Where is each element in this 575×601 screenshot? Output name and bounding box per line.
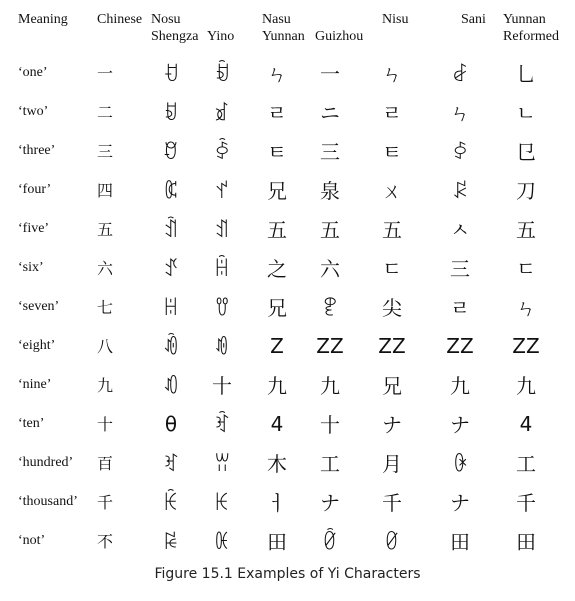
nosu-shengza-glyph: θ [164,411,178,436]
chinese-cell: 三 [97,142,114,161]
chinese-cell: 九 [97,376,114,395]
meaning-cell: ‘hundred’ [18,454,74,470]
nosu-shengza-glyph: ꀔ [163,451,179,476]
nisu-glyph: ㄹ [382,101,402,125]
table-row [0,92,575,131]
yunnan-reformed-glyph: 乚 [516,62,536,86]
guizhou-glyph: ꀏ [322,295,338,320]
nasu-yunnan-glyph: ㄹ [267,101,287,125]
guizhou-glyph: ニ [320,101,340,125]
meaning-cell: ‘thousand’ [18,493,78,509]
nosu-shengza-glyph: ꀂ [163,100,179,125]
yunnan-reformed-glyph: ㄴ [516,101,536,125]
sani-glyph: 田 [450,530,470,554]
guizhou-glyph: 十 [320,413,340,437]
yunnan-reformed-glyph: 4 [519,411,533,436]
table-row [0,443,575,482]
meaning-cell: ‘ten’ [18,415,45,431]
chinese-cell: 十 [97,415,114,434]
table-row [0,170,575,209]
nosu-shengza-glyph: ꀇ [163,178,179,203]
yunnan-reformed-glyph: ZZ [512,333,540,358]
meaning-cell: ‘six’ [18,259,44,275]
sani-glyph: ㅅ [450,218,470,242]
nosu-shengza-glyph: ꀗ [163,490,179,515]
yino-glyph: ꀓ [214,412,230,437]
sani-glyph: ナ [450,491,470,515]
yunnan-reformed-glyph: 工 [516,452,536,476]
chinese-cell: 四 [97,181,114,200]
nasu-yunnan-glyph: 兄 [267,296,287,320]
guizhou-glyph: 三 [320,140,340,164]
nasu-yunnan-glyph: 木 [267,452,287,476]
header-nisu: Nisu [382,12,409,27]
nisu-glyph: 千 [382,491,402,515]
meaning-cell: ‘seven’ [18,298,60,314]
chinese-cell: 千 [97,493,114,512]
yino-glyph: ꀌ [214,256,230,281]
yino-glyph: 十 [212,374,232,398]
yino-glyph: ꀑ [214,334,230,359]
yunnan-reformed-glyph: 田 [516,530,536,554]
sani-glyph: 九 [450,374,470,398]
nasu-yunnan-glyph: ㄣ [267,62,287,86]
nisu-glyph: 兄 [382,374,402,398]
header-meaning: Meaning [18,12,68,27]
nisu-glyph: ꀜ [384,529,400,554]
header-nasu-yunnan: Nasu Yunnan [262,12,305,44]
guizhou-glyph: 一 [320,62,340,86]
sani-glyph: ꀆ [452,139,468,164]
table-row [0,53,575,92]
yino-glyph: ꀁ [214,61,230,86]
sani-glyph: ꆀ [452,61,468,86]
yunnan-reformed-glyph: 千 [516,491,536,515]
table-row [0,482,575,521]
table-row [0,326,575,365]
nasu-yunnan-glyph: 之 [267,257,287,281]
nosu-shengza-glyph: ꀐ [163,334,179,359]
header-yino: Yino [207,29,235,44]
yunnan-reformed-glyph: 九 [516,374,536,398]
meaning-cell: ‘nine’ [18,376,52,392]
header-nosu-shengza: Nosu Shengza [151,12,199,44]
nasu-yunnan-glyph: 九 [267,374,287,398]
table-row [0,287,575,326]
nasu-yunnan-glyph: Z [270,333,284,358]
yunnan-reformed-glyph: 五 [516,218,536,242]
header-guizhou: Guizhou [315,29,364,44]
header-chinese: Chinese [97,12,143,27]
table-row [0,131,575,170]
nisu-glyph: 五 [382,218,402,242]
nasu-yunnan-glyph: ㅓ [267,491,287,515]
sani-glyph: ꀖ [452,451,468,476]
yunnan-reformed-glyph: 刀 [516,179,536,203]
sani-glyph: ZZ [446,333,474,358]
yunnan-reformed-glyph: ㄣ [516,296,536,320]
meaning-cell: ‘five’ [18,220,50,236]
guizhou-glyph: 泉 [320,179,340,203]
guizhou-glyph: 九 [320,374,340,398]
yunnan-reformed-glyph: ㄷ [516,257,536,281]
nisu-glyph: ナ [382,413,402,437]
nasu-yunnan-glyph: 五 [267,218,287,242]
meaning-cell: ‘three’ [18,142,56,158]
nisu-glyph: ㄨ [382,179,402,203]
nosu-shengza-glyph: ꀄ [163,139,179,164]
chinese-cell: 百 [97,454,114,473]
header-yunnan-reformed: Yunnan Reformed [503,12,559,44]
yino-glyph: ꀅ [214,139,230,164]
guizhou-glyph: 六 [320,257,340,281]
guizhou-glyph: 五 [320,218,340,242]
nosu-shengza-glyph: ꀒ [163,373,179,398]
nosu-shengza-glyph: ꀍ [163,295,179,320]
meaning-cell: ‘eight’ [18,337,56,353]
nasu-yunnan-glyph: ㅌ [267,140,287,164]
table-row [0,248,575,287]
table-row [0,404,575,443]
table-row [0,365,575,404]
header-sani: Sani [461,12,486,27]
chinese-cell: 六 [97,259,114,278]
meaning-cell: ‘not’ [18,532,46,548]
sani-glyph: ナ [450,413,470,437]
yino-glyph: ꀘ [214,490,230,515]
yunnan-reformed-glyph: 㔾 [516,140,536,164]
nisu-glyph: ㄷ [382,257,402,281]
chinese-cell: 五 [97,220,114,239]
guizhou-glyph: ꀛ [322,529,338,554]
chinese-cell: 一 [97,64,114,83]
table-row [0,521,575,560]
nisu-glyph: ㄣ [382,62,402,86]
nasu-yunnan-glyph: 田 [267,530,287,554]
nosu-shengza-glyph: ꀙ [163,529,179,554]
yino-glyph: ꀚ [214,529,230,554]
nisu-glyph: ZZ [378,333,406,358]
sani-glyph: ꂰ [452,178,468,203]
meaning-cell: ‘one’ [18,64,48,80]
nasu-yunnan-glyph: 兄 [267,179,287,203]
chinese-cell: 七 [97,298,114,317]
meaning-cell: ‘four’ [18,181,52,197]
nisu-glyph: 月 [382,452,402,476]
guizhou-glyph: ナ [320,491,340,515]
figure-caption: Figure 15.1 Examples of Yi Characters [154,566,421,582]
nosu-shengza-glyph: ꀋ [163,256,179,281]
yino-glyph: ꀃ [214,100,230,125]
chinese-cell: 八 [97,337,114,356]
meaning-cell: ‘two’ [18,103,49,119]
yino-glyph: ꀎ [214,295,230,320]
guizhou-glyph: 工 [320,452,340,476]
yino-glyph: ꀊ [214,217,230,242]
chinese-cell: 不 [97,532,114,551]
nosu-shengza-glyph: ꀉ [163,217,179,242]
sani-glyph: ㄣ [450,101,470,125]
sani-glyph: ㄹ [450,296,470,320]
guizhou-glyph: ZZ [316,333,344,358]
table-row [0,209,575,248]
yino-glyph: ꀈ [214,178,230,203]
chinese-cell: 二 [97,103,114,122]
nisu-glyph: ㅌ [382,140,402,164]
sani-glyph: 三 [450,257,470,281]
nosu-shengza-glyph: ꀀ [163,61,179,86]
nasu-yunnan-glyph: 4 [270,411,284,436]
yino-glyph: ꀕ [214,451,230,476]
nisu-glyph: 尖 [382,296,402,320]
